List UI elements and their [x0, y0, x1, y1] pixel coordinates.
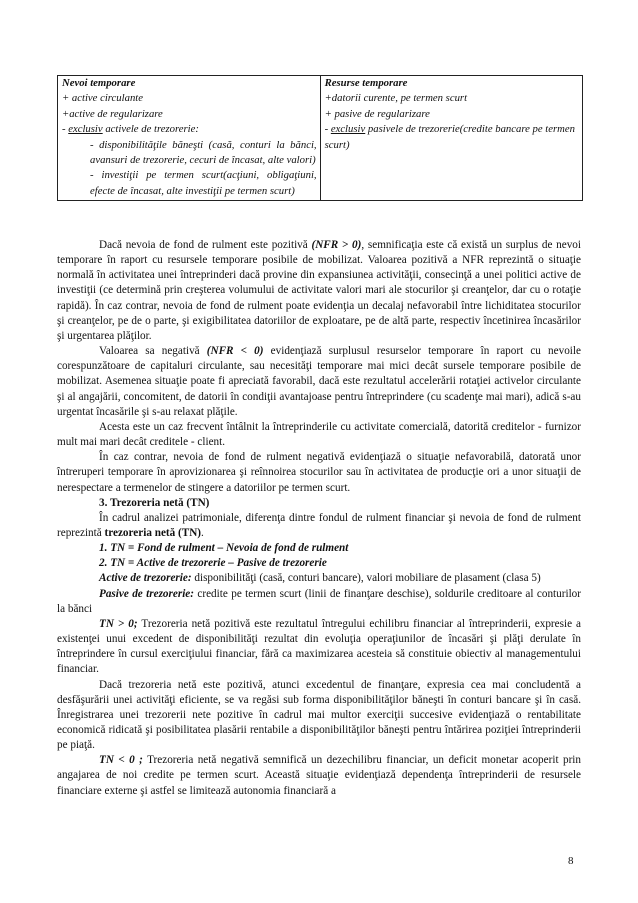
temporary-needs-header: Nevoi temporare — [62, 77, 136, 89]
temporary-resources-header: Resurse temporare — [324, 77, 408, 89]
paragraph-commercial-case: Acesta este un caz frecvent întâlnit la întreprinderile cu activitate comercială, datorită creditelor - furnizor mult mai mari decât creditele - client. — [57, 420, 581, 449]
temporary-resources-cell — [320, 76, 582, 201]
needs-item-current-assets: + active circulante — [62, 92, 144, 105]
formula-2: 2. TN = Active de trezorerie – Pasive de trezorerie — [99, 557, 327, 570]
paragraph-nfr-positive: Dacă nevoia de fond de rulment este pozitivă (NFR > 0), semnificaţia este că există un surplus de nevoi temporare în raport cu resursele temporare posibile de mobilizat. Valoarea pozitivă a NFR reprezintă o situaţie normală în activitatea unei întreprinderi dacă provine din expansiunea activităţii, consecinţă a unei politici active de investiţii (ce determină prin creşterea volumului de activitate valori mari ale stocurilor şi creanţelor, dar cu o rotaţie rapidă). În caz contrar, nevoia de fond de rulment poate evidenţia un decalaj nefavorabil între lichiditatea stocurilor şi creanţelor, pe de o parte, şi exigibilitatea datoriilor de exploatare, pe de altă parte, respectiv încetinirea încasărilor şi urgentarea plăţilor. — [57, 239, 581, 342]
paragraph-unfavorable-case: În caz contrar, nevoia de fond de rulment negativă evidenţiază o situaţie nefavorabilă, datorată unor întreruperi temporare în aprovizionarea şi reînnoirea stocurilor sau în activitatea de producţie ori a unor situaţii de nerespectare a termenelor de stingere a datoriilor pe termen scurt. — [57, 451, 581, 494]
needs-resources-table — [57, 75, 583, 201]
paragraph-treasury-liabilities: Pasive de trezorerie: credite pe termen scurt (linii de finanţare deschise), soldurile creditoare al conturilor la bănci — [57, 587, 582, 615]
body-text — [57, 238, 581, 799]
paragraph-treasury-assets: Active de trezorerie: disponibilităţi (casă, conturi bancare), valori mobiliare de plasament (clasa 5) — [99, 572, 541, 585]
page-number: 8 — [568, 855, 574, 867]
needs-item-cash: - disponibilităţile băneşti (casă, conturi la bănci, avansuri de trezorerie, cecuri de încasat, alte valori) — [90, 138, 317, 167]
formula-1: 1. TN = Fond de rulment – Nevoia de fond de rulment — [99, 542, 349, 555]
resources-item-accruals: + pasive de regularizare — [324, 107, 430, 120]
temporary-needs-cell — [58, 76, 321, 201]
paragraph-nfr-negative: Valoarea sa negativă (NFR < 0) evidenţiază surplusul resurselor temporare în raport cu nevoile corespunzătoare de capitaluri circulante, sau necesităţi temporare mai mici decât sursele temporare posibile de mobilizat. Asemenea situaţie poate fi apreciată favorabil, dacă este rezultatul accelerării rotaţiei activelor circulante şi al angajării, concomitent, de datorii în condiţii avantajoase pentru întreprindere (cu scadenţe mai mari), adică s-au urgentat încasările şi s-au relaxat plăţile. — [57, 345, 581, 418]
paragraph-tn-negative: TN < 0 ; Trezoreria netă negativă semnifică un dezechilibru financiar, un deficit monetar acoperit prin angajarea de noi credite pe termen scurt. Această situaţie evidenţiază dependenţa întreprinderii de resursele financiare externe şi astfel se limitează autonomia financiară a — [57, 754, 581, 797]
section-title: 3. Trezoreria netă (TN) — [99, 496, 210, 509]
needs-item-exclusions: - exclusiv activele de trezorerie: — [62, 123, 199, 136]
paragraph-tn-definition: În cadrul analizei patrimoniale, diferenţa dintre fondul de rulment financiar şi nevoia de fond de rulment reprezintă trezoreria netă (TN). — [57, 511, 581, 539]
resources-item-exclusions: - exclusiv pasivele de trezorerie(credite bancare pe termen scurt) — [324, 123, 575, 151]
paragraph-tn-positive-detail: Dacă trezoreria netă este pozitivă, atunci excedentul de finanţare, expresia cea mai concludentă a desfăşurării unei activităţi eficiente, se va regăsi sub forma disponibilităţilor băneşti în conturi bancare şi în casă. Înregistrarea unei trezorerii nete pozitive în cadrul mai multor exerciţii succesive evidenţiază o rentabilitate economică ridicată şi posibilitatea plasării rentabile a disponibilităţilor băneşti pentru întărirea poziţiei întreprinderii pe piaţă. — [57, 678, 581, 752]
paragraph-tn-positive: TN > 0; Trezoreria netă pozitivă este rezultatul întregului echilibru financiar al întreprinderii, expresie a existenţei unui excedent de disponibilităţi rezultat din evoluţia operaţiunilor de încasări şi plăţi derulate în întreprindere în cursul exerciţiului financiar, fără ca maximizarea acesteia să constituie obiectiv al managementului financiar. — [57, 617, 581, 676]
needs-item-accruals: +active de regularizare — [62, 107, 163, 120]
resources-item-current-liabilities: +datorii curente, pe termen scurt — [324, 92, 468, 105]
needs-item-investments: - investiţii pe termen scurt(acţiuni, obligaţiuni, efecte de încasat, alte investiţii pe termen scurt) — [90, 169, 317, 197]
